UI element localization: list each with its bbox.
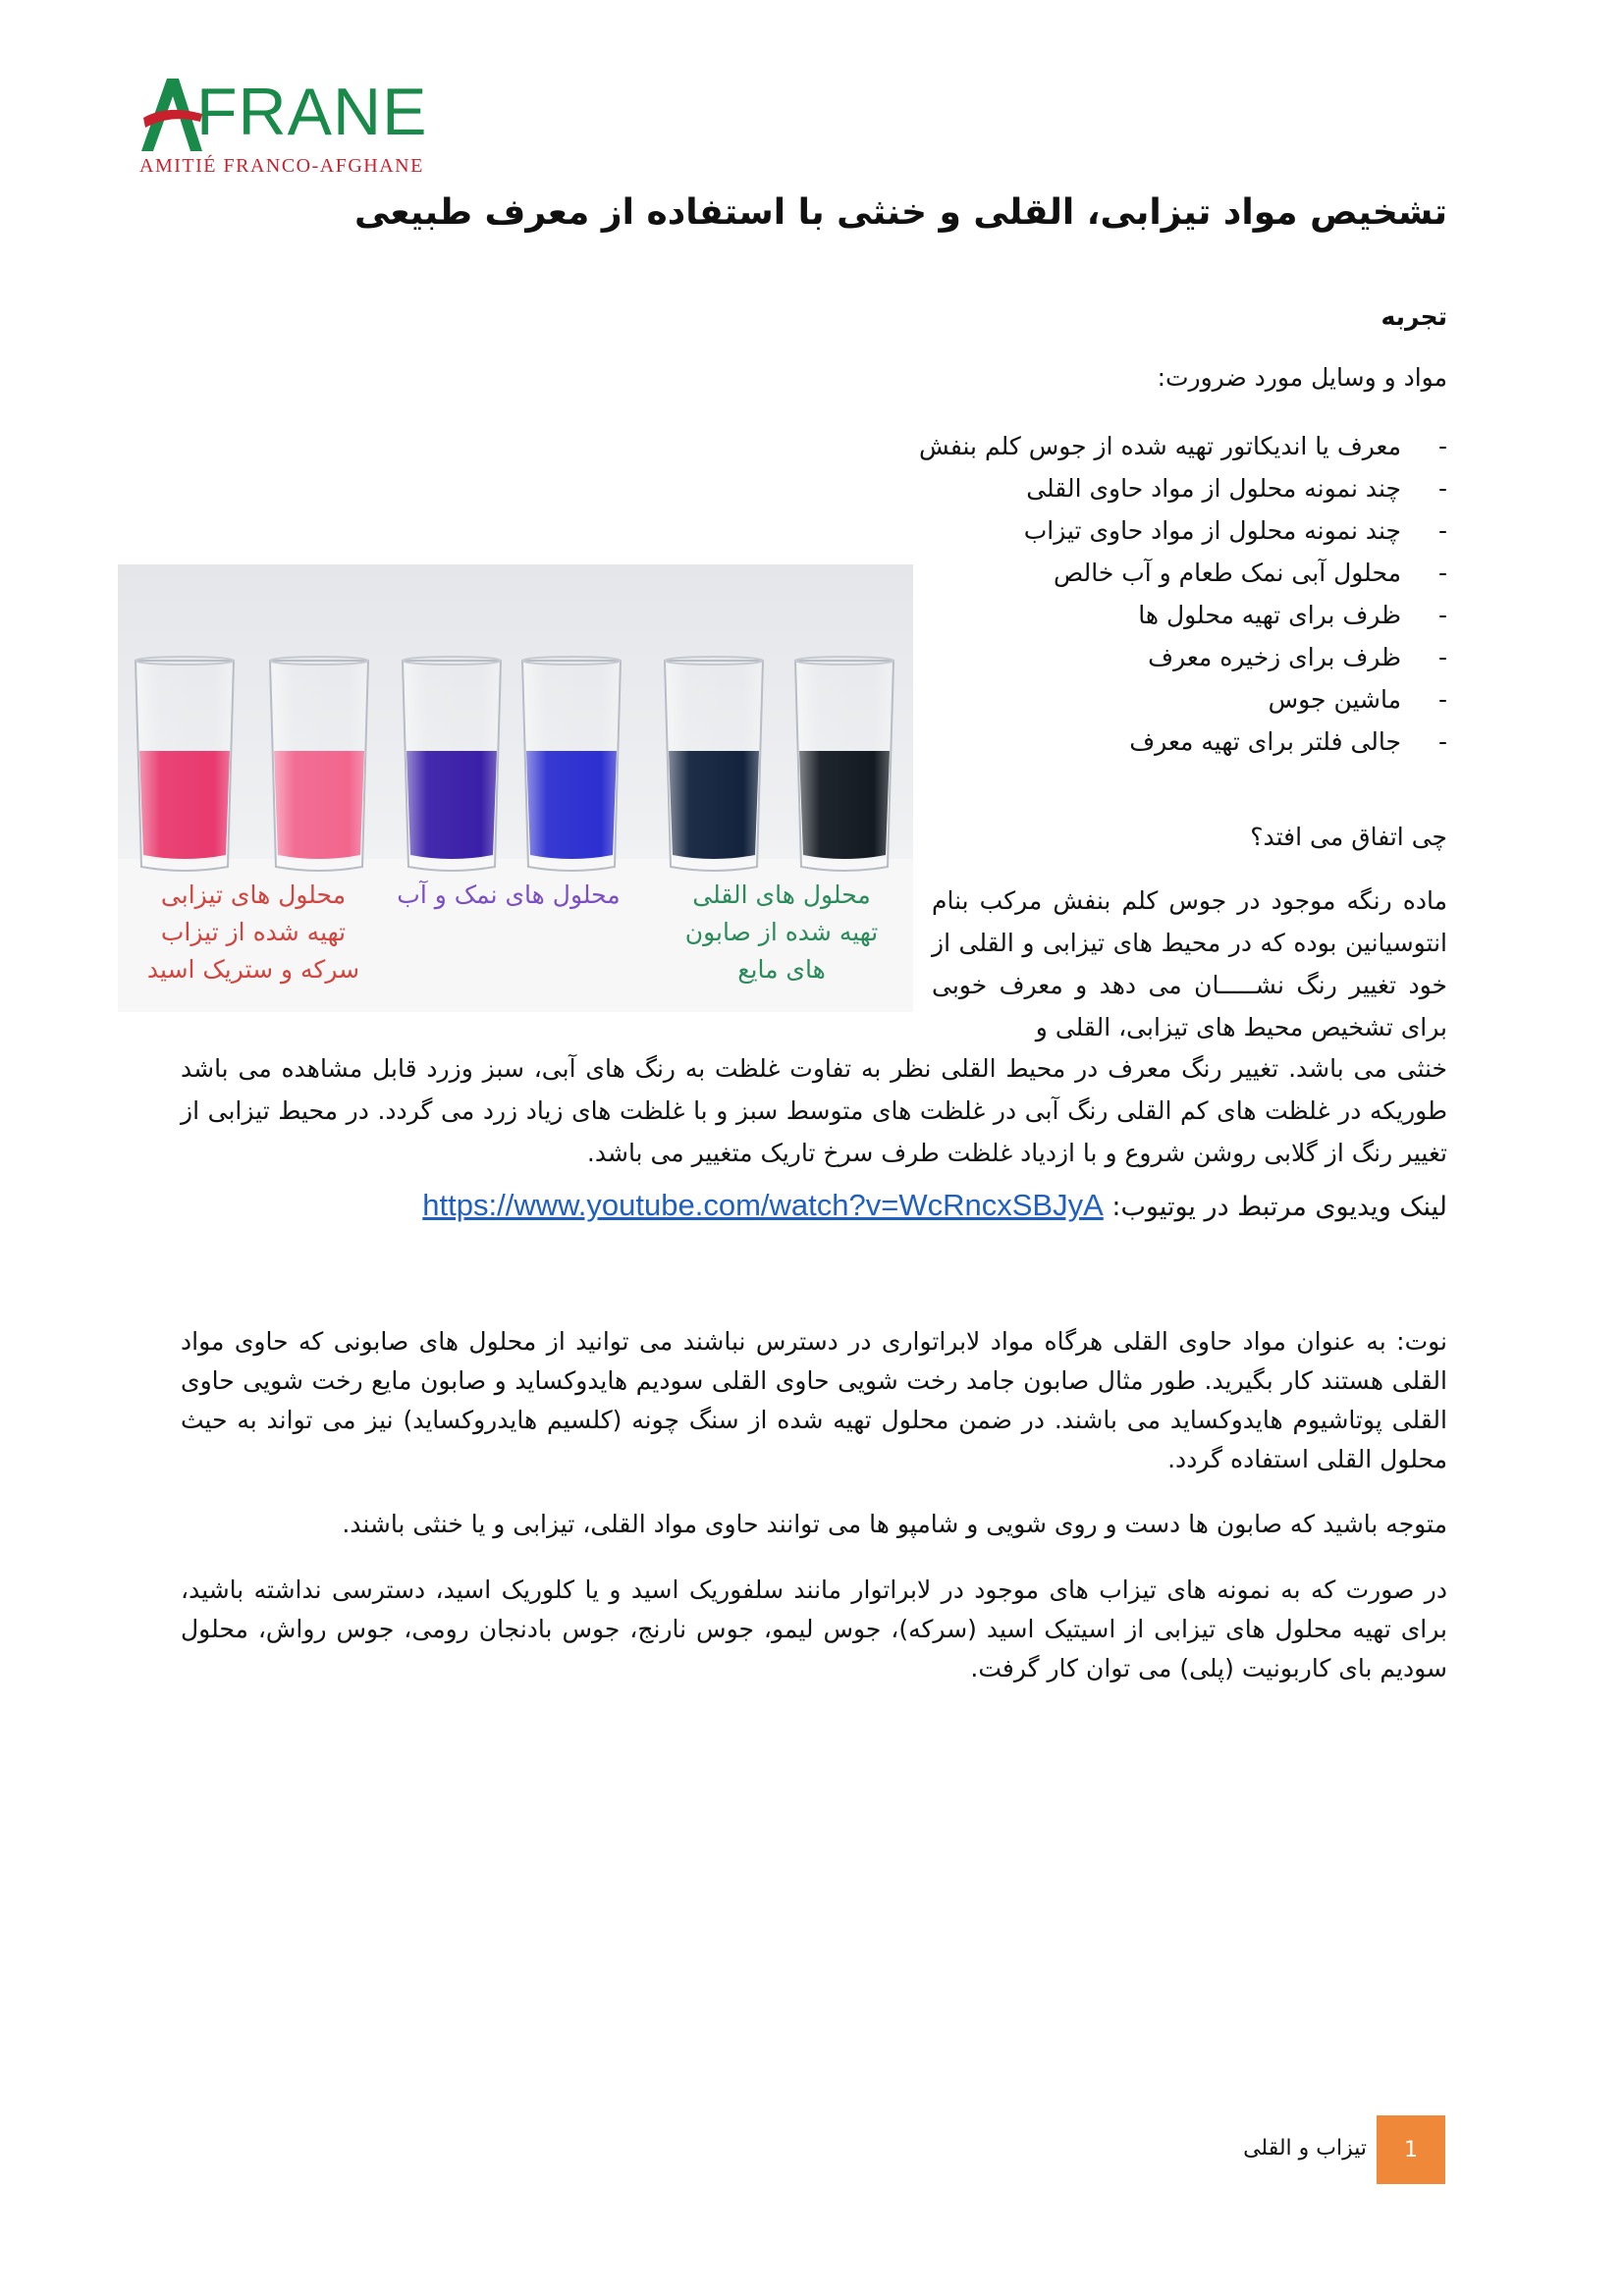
- indicator-glasses-photo: [118, 564, 913, 1012]
- logo-wordmark: FRANE: [196, 75, 428, 149]
- glass-6: [795, 657, 893, 871]
- footer-label: تیزاب و القلی: [1243, 2136, 1367, 2161]
- caption-salt-water: محلول های نمک و آب: [397, 881, 621, 909]
- glass-5: [665, 657, 763, 871]
- afrane-logo: [137, 73, 432, 183]
- note-paragraph-3: در صورت که به نمونه های تیزاب های موجود در لابراتوار مانند سلفوریک اسید و یا کلوریک اسید، دسترسی نداشته باشید، برای تهیه محلول های تیزابی از اسیتیک اسید (سرکه)، جوس لیمو، جوس نارنج، جوس بادنجان رومی، جوس رواش، محلول سودیم بای کاربونیت (پلی) می توان کار گرفت.: [181, 1575, 1447, 1682]
- list-item: - ظرف برای تهیه محلول ها: [1138, 601, 1447, 629]
- caption-acidic: محلول های تیزابی تهیه شده از تیزاب سرکه و ستریک اسید: [146, 881, 360, 984]
- list-item: - چند نمونه محلول از مواد حاوی القلی: [1026, 474, 1447, 503]
- what-happens-heading: چی اتفاق می افتد؟: [1250, 823, 1447, 851]
- caption-alkaline: محلول های القلی تهیه شده از صابون های مایع: [684, 881, 879, 984]
- video-link-label: لینک ویدیوی مرتبط در یوتیوب:: [1111, 1192, 1447, 1222]
- note-paragraph-1: نوت: به عنوان مواد حاوی القلی هرگاه مواد لابراتواری در دسترس نباشند می توانید از محلول های صابونی که حاوی مواد القلی هستند کار بگیرید. طور مثال صابون جامد رخت شویی حاوی القلی سودیم هایدوکساید و صابون مایع رخت شویی حاوی القلی پوتاشیوم هایدوکساید می باشند. در ضمن محلول تهیه شده از سنگ چونه (کلسیم هایدروکساید) نیز می تواند به حیث محلول القلی استفاده گردد.: [181, 1327, 1447, 1473]
- page-title: تشخیص مواد تیزابی، القلی و خنثی با استفاده از معرف طبیعی: [353, 192, 1447, 233]
- list-item: - ظرف برای زخیره معرف: [1148, 643, 1447, 671]
- materials-list: [897, 425, 1447, 763]
- list-item: - معرف یا اندیکاتور تهیه شده از جوس کلم بنفش: [918, 432, 1447, 460]
- page-number-badge: 1: [1377, 2115, 1445, 2184]
- glass-3: [403, 657, 501, 871]
- glass-4: [522, 657, 621, 871]
- paragraph-explanation-top: ماده رنگه موجود در جوس کلم بنفش مرکب بنام انتوسیانین بوده که در محیط های تیزابی و القلی از خود تغییر رنگ نشـــــان می دهد و معرف خوبی برای تشخیص محیط های تیزابی، القلی و: [932, 886, 1447, 1041]
- list-item: - چند نمونه محلول از مواد حاوی تیزاب: [1023, 516, 1447, 545]
- list-item: - جالی فلتر برای تهیه معرف: [1129, 727, 1447, 756]
- logo-subtitle: AMITIÉ FRANCO-AFGHANE: [139, 155, 424, 177]
- paragraph-explanation-bottom: خنثی می باشد. تغییر رنگ معرف در محیط القلی نظر به تفاوت غلظت به رنگ های آبی، سبز وزرد قابل مشاهده می باشد طوریکه در غلظت های کم القلی رنگ آبی در غلظت های متوسط سبز و با غلظت های زیاد زرد می گردد. در محیط تیزابی از تغییر رنگ از گلابی روشن شروع و با ازدیاد غلظت طرف سرخ تاریک متغییر می باشد.: [181, 1054, 1447, 1167]
- video-link-line: [422, 1188, 1447, 1223]
- list-item: - ماشین جوس: [1268, 685, 1447, 714]
- glass-1: [135, 657, 234, 871]
- youtube-link[interactable]: https://www.youtube.com/watch?v=WcRncxSBJyA: [422, 1188, 1104, 1222]
- materials-heading: مواد و وسایل مورد ضرورت:: [1157, 363, 1447, 392]
- list-item: - محلول آبی نمک طعام و آب خالص: [1053, 559, 1447, 587]
- glass-2: [270, 657, 368, 871]
- section-heading-experiment: تجربه: [1380, 302, 1447, 331]
- note-paragraph-2: متوجه باشید که صابون ها دست و روی شویی و شامپو ها می توانند حاوی مواد القلی، تیزابی و یا خنثی باشند.: [342, 1510, 1447, 1538]
